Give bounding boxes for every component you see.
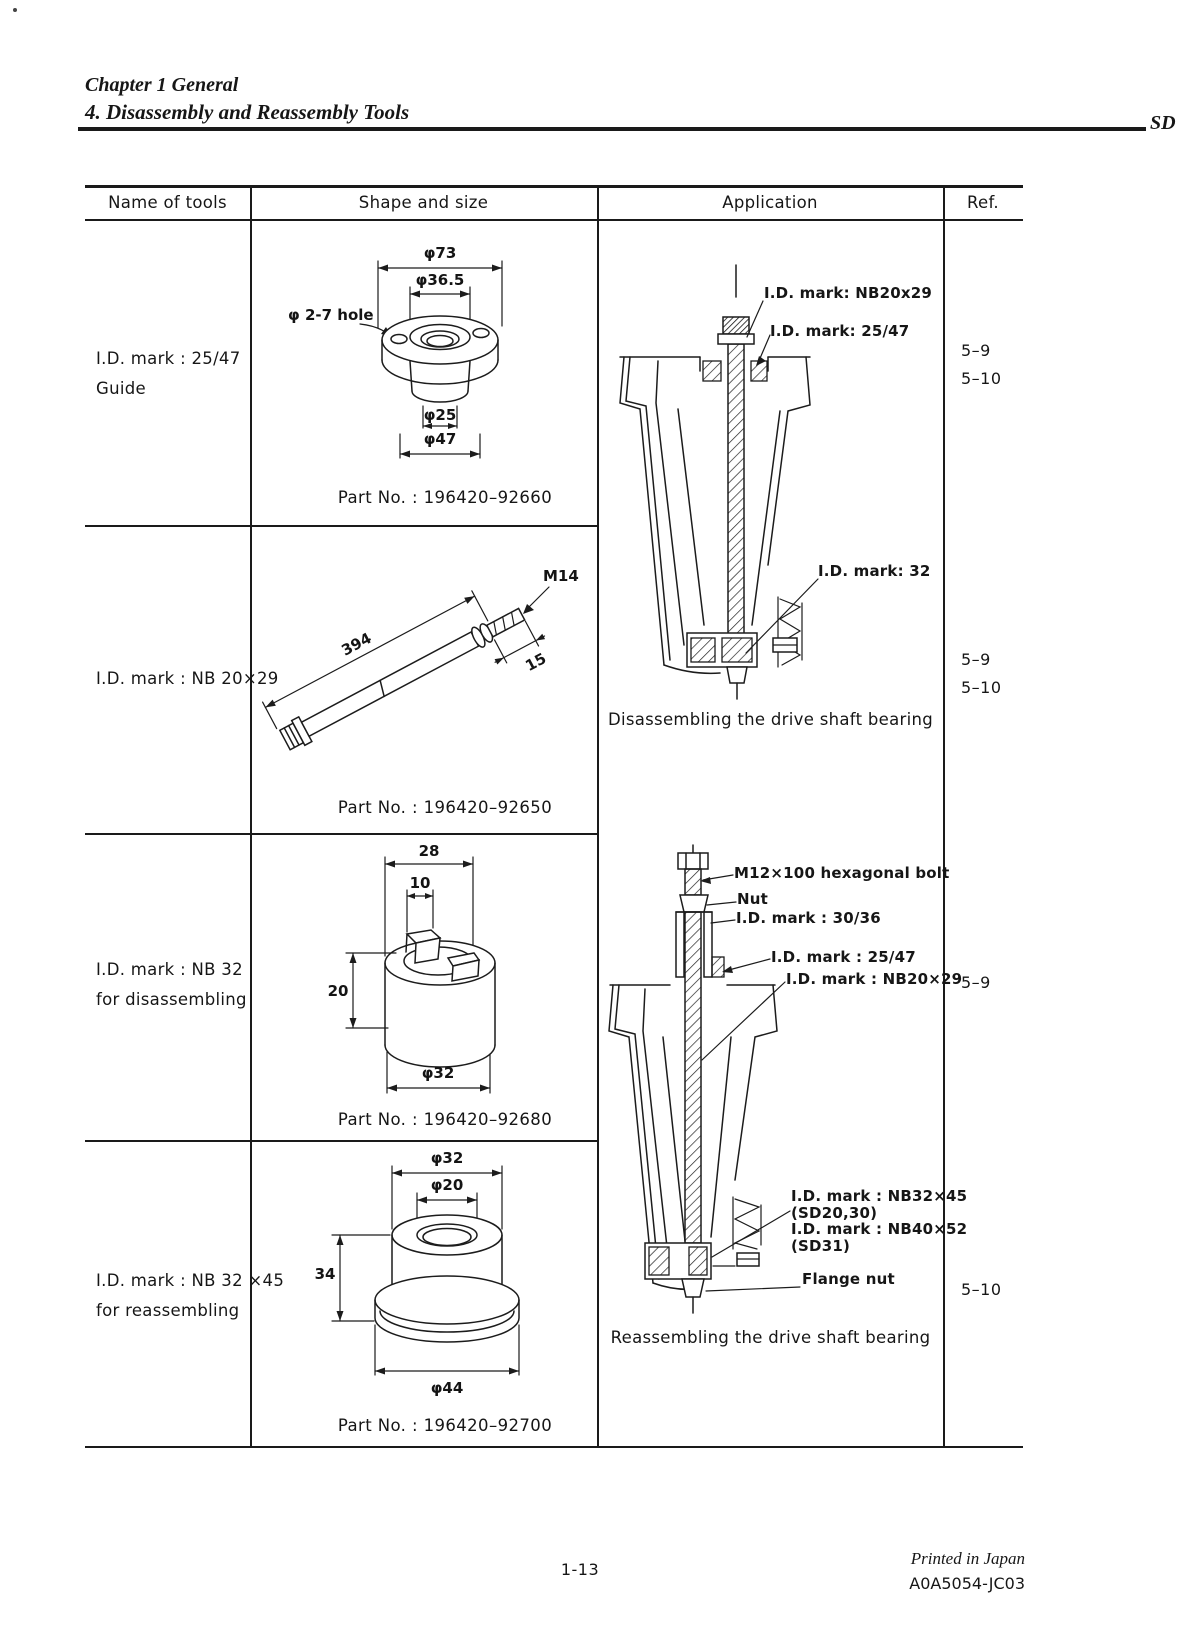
app2-caption: Reassembling the drive shaft bearing — [610, 1328, 931, 1347]
guide-body — [382, 316, 498, 402]
dim-phi25: φ25 — [423, 406, 457, 424]
dimension-key-10 — [407, 874, 433, 932]
disassembly-application-drawing — [600, 235, 940, 715]
tool-name-row4 — [96, 1266, 284, 1326]
table-bottom-border — [85, 1446, 1023, 1448]
col-header-name: Name of tools — [108, 193, 227, 212]
app1-caption: Disassembling the drive shaft bearing — [607, 710, 934, 729]
app2-label-nb32x45: I.D. mark : NB32×45 — [791, 1187, 968, 1205]
tool-name-row1 — [96, 344, 241, 404]
part-no-row4: Part No. : 196420–92700 — [337, 1416, 553, 1435]
printed-note: Printed in Japan — [910, 1549, 1025, 1568]
nb32x45-tool-drawing — [300, 1143, 530, 1408]
tool-name-row1-line1: I.D. mark : 25/47 — [96, 349, 241, 368]
col-header-shape: Shape and size — [358, 193, 489, 212]
dimension-bottom-id — [423, 406, 457, 429]
ref-row1-a: 5–9 — [961, 341, 991, 360]
dim-15: 15 — [522, 649, 550, 675]
bushing-body — [375, 1215, 519, 1342]
chapter-title: Chapter 1 General — [85, 74, 239, 96]
dim-phi20: φ20 — [430, 1176, 464, 1194]
dim-34: 34 — [314, 1265, 336, 1283]
tool-name-row4-line2: for reassembling — [96, 1301, 240, 1320]
ref-row2-a: 5–9 — [961, 650, 991, 669]
shaft-nb20x29-drawing — [255, 535, 580, 775]
dimension-thread-m14 — [523, 567, 579, 614]
page-edge-label: SD — [1150, 112, 1176, 134]
bearing-tool-32 — [687, 633, 797, 699]
table-top-border — [85, 185, 1023, 188]
app1-label-25-47: I.D. mark: 25/47 — [770, 322, 910, 340]
table-colline-1 — [250, 185, 252, 1448]
part-no-row3: Part No. : 196420–92680 — [337, 1110, 553, 1129]
part-no-row1: Part No. : 196420–92660 — [337, 488, 553, 507]
table-rowline-2 — [85, 833, 598, 835]
ref-row3: 5–9 — [961, 973, 991, 992]
label-leaders — [700, 875, 800, 1291]
dim-2-7-hole: φ 2-7 hole — [288, 306, 374, 324]
tool-name-row3 — [96, 955, 247, 1015]
tool-name-row2-line1: I.D. mark : NB 20×29 — [96, 669, 279, 688]
dim-phi44: φ44 — [430, 1379, 464, 1397]
dim-phi32: φ32 — [421, 1064, 455, 1082]
app2-label-nb40x52: I.D. mark : NB40×52 — [791, 1220, 968, 1238]
header-rule — [78, 127, 1146, 131]
col-header-application: Application — [722, 193, 818, 212]
dim-394: 394 — [338, 628, 375, 660]
guide-25-47-drawing — [260, 228, 580, 488]
app2-label-flange-nut: Flange nut — [802, 1270, 895, 1288]
spring-section — [733, 1197, 761, 1249]
table-rowline-1 — [85, 525, 598, 527]
ref-row2-b: 5–10 — [961, 678, 1002, 697]
app1-label-32: I.D. mark: 32 — [818, 562, 931, 580]
nb32-tool-drawing — [300, 840, 510, 1110]
table-rowline-3 — [85, 1140, 598, 1142]
section-title: 4. Disassembly and Reassembly Tools — [85, 100, 410, 124]
page-number: 1-13 — [560, 1560, 600, 1579]
dim-10: 10 — [409, 874, 431, 892]
dim-28: 28 — [418, 842, 440, 860]
dimension-hole-callout — [288, 306, 391, 336]
tool-name-row4-line1: I.D. mark : NB 32 ×45 — [96, 1271, 285, 1290]
ref-row4: 5–10 — [961, 1280, 1002, 1299]
tool-body — [385, 930, 495, 1067]
part-no-row2: Part No. : 196420–92650 — [337, 798, 553, 817]
tool-name-row2 — [96, 664, 279, 694]
doc-code: A0A5054-JC03 — [909, 1574, 1025, 1593]
table-colline-3 — [943, 185, 945, 1448]
app2-label-m12-bolt: M12×100 hexagonal bolt — [734, 864, 950, 882]
app2-label-25-47: I.D. mark : 25/47 — [771, 948, 916, 966]
tool-name-row1-line2: Guide — [96, 379, 146, 398]
app2-label-nb20x29: I.D. mark : NB20×29 — [786, 970, 963, 988]
dim-phi73: φ73 — [423, 244, 457, 262]
tool-name-row3-line2: for disassembling — [96, 990, 247, 1009]
tool-name-row3-line1: I.D. mark : NB 32 — [96, 960, 243, 979]
table-headerline — [85, 219, 1023, 221]
app1-label-nb20x29: I.D. mark: NB20x29 — [764, 284, 933, 302]
ref-row1-b: 5–10 — [961, 369, 1002, 388]
dimension-bottom-od — [400, 430, 480, 458]
col-header-ref: Ref. — [967, 193, 999, 212]
app2-label-sd31: (SD31) — [791, 1237, 851, 1255]
scan-artifact-dot — [13, 8, 17, 12]
dim-phi32: φ32 — [430, 1149, 464, 1167]
dimension-od-32 — [387, 1052, 490, 1093]
dim-phi47: φ47 — [423, 430, 457, 448]
dim-phi36-5: φ36.5 — [415, 271, 465, 289]
dim-m14: M14 — [543, 567, 579, 585]
dim-20: 20 — [327, 982, 349, 1000]
housing-section — [620, 357, 810, 673]
app2-label-sd20-30: (SD20,30) — [791, 1204, 878, 1222]
bolt-body — [255, 557, 558, 793]
app2-label-nut: Nut — [737, 890, 769, 908]
app2-label-30-36: I.D. mark : 30/36 — [736, 909, 881, 927]
